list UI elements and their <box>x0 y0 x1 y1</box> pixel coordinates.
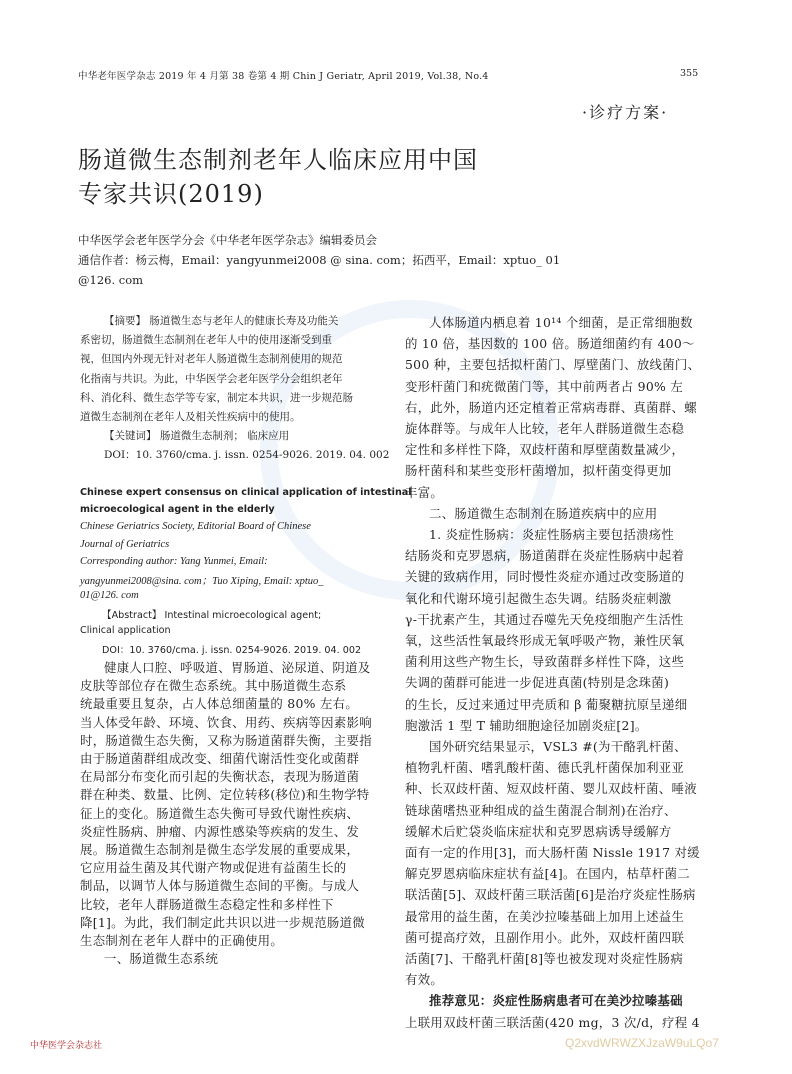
right-body-line: γ-干扰素产生，其通过吞噬先天免疫细胞产生活性 <box>405 611 684 627</box>
abstract-en-line: Clinical application <box>80 624 171 636</box>
abstract-en-line: yangyunmei2008@sina. com；Tuo Xiping, Email: xptuo_ <box>80 576 324 587</box>
left-body-line: 生态制剂在老年人群中的正确使用。 <box>80 933 284 948</box>
right-body-line: 的 10 倍，基因数的 100 倍。肠道细菌约有 400～ <box>405 336 695 352</box>
title-line-2: 专家共识(2019) <box>78 180 264 208</box>
publisher-logo: 中华医学会杂志社 <box>30 1041 103 1051</box>
abstract-cn-line: DOI：10. 3760/cma. j. issn. 0254-9026. 2019. 04. 002 <box>104 449 390 462</box>
left-body-line: 展。肠道微生态制剂是微生态学发展的重要成果， <box>80 842 360 857</box>
left-body-line: 健康人口腔、呼吸道、胃肠道、泌尿道、阴道及 <box>104 660 371 675</box>
left-body-line: 征上的变化。肠道微生态失衡可导致代谢性疾病、 <box>80 805 360 821</box>
right-body-line: 推荐意见：炎症性肠病患者可在美沙拉嗪基础 <box>429 993 683 1009</box>
section-label: ·诊疗方案· <box>582 103 669 122</box>
abstract-en-line: DOI：10. 3760/cma. j. issn. 0254-9026. 2019. 04. 002 <box>102 644 362 656</box>
left-body-line: 当人体受年龄、环境、饮食、用药、疾病等因素影响 <box>80 714 372 730</box>
right-body-line: 右，此外，肠道内还定植着正常病毒群、真菌群、螺 <box>405 399 697 415</box>
left-body-line: 统最重要且复杂，占人体总细菌量的 80% 左右。 <box>80 696 359 712</box>
right-body-line: 解克罗恩病临床症状有益[4]。在国内，枯草杆菌二 <box>405 866 690 882</box>
left-body-line: 一、肠道微生态系统 <box>104 951 219 967</box>
right-body-line: 旋体群等。与成年人比较，老年人群肠道微生态稳 <box>405 421 685 436</box>
left-body-line: 比较，老年人群肠道微生态稳定性和多样性下 <box>80 896 334 912</box>
abstract-en-line: Chinese expert consensus on clinical application of intestinal <box>80 487 412 498</box>
author-org: 中华医学会老年医学分会《中华老年医学杂志》编辑委员会 <box>78 233 377 247</box>
left-body-line: 降[1]。为此，我们制定此共识以进一步规范肠道微 <box>80 914 365 930</box>
right-body-line: 链球菌嗜热亚种组成的益生菌混合制剂)在治疗、 <box>405 802 677 818</box>
right-body-line: 菌可提高疗效，且副作用小。此外，双歧杆菌四联 <box>405 929 685 945</box>
abstract-en-line: Chinese Geriatrics Society, Editorial Board of Chinese <box>80 521 311 533</box>
left-body-line: 皮肤等部位存在微生态系统。其中肠道微生态系 <box>80 678 347 694</box>
left-body-line: 制品，以调节人体与肠道微生态间的平衡。与成人 <box>80 878 360 894</box>
right-body-line: 丰富。 <box>405 484 444 500</box>
left-body-line: 群在种类、数量、比例、定位转移(移位)和生物学特 <box>80 787 370 803</box>
title-line-1: 肠道微生态制剂老年人临床应用中国 <box>78 146 478 174</box>
right-body-line: 的生长，反过来通过甲壳质和 β 葡聚糖抗原呈递细 <box>405 696 688 712</box>
right-body-line: 1. 炎症性肠病：炎症性肠病主要包括溃疡性 <box>429 527 675 542</box>
right-body-line: 缓解术后贮袋炎临床症状和克罗恩病诱导缓解方 <box>405 823 672 839</box>
abstract-en-line: 【Abstract】 Intestinal microecological agent; <box>102 610 322 622</box>
abstract-cn-line: 【摘要】 肠道微生态与老年人的健康长寿及功能关 <box>104 315 339 327</box>
right-body-line: 国外研究结果显示，VSL3 #(为干酪乳杆菌、 <box>429 739 687 754</box>
right-body-line: 定性和多样性下降，双歧杆菌和厚壁菌数量减少， <box>405 442 685 458</box>
right-body-line: 胞激活 1 型 T 辅助细胞途径加剧炎症[2]。 <box>405 717 648 733</box>
right-body-line: 种、长双歧杆菌、短双歧杆菌、婴儿双歧杆菌、唾液 <box>405 781 697 797</box>
right-body-line: 植物乳杆菌、嗜乳酸杆菌、德氏乳杆菌保加利亚亚 <box>405 760 685 776</box>
right-body-line: 最常用的益生菌，在美沙拉嗪基础上加用上述益生 <box>405 908 685 924</box>
abstract-cn-line: 系密切，肠道微生态制剂在老年人中的使用逐渐受到重 <box>80 334 332 347</box>
author-block <box>78 230 618 290</box>
right-body-line: 结肠炎和克罗恩病，肠道菌群在炎症性肠病中起着 <box>405 548 685 564</box>
right-body-line: 活菌[7]、干酪乳杆菌[8]等也被发现对炎症性肠病 <box>405 951 684 966</box>
right-body-line: 失调的菌群可能进一步促进真菌(特别是念珠菌) <box>405 675 670 691</box>
left-body-line: 它应用益生菌及其代谢产物或促进有益菌生长的 <box>80 860 347 876</box>
right-body-line: 联活菌[5]、双歧杆菌三联活菌[6]是治疗炎症性肠病 <box>405 887 696 903</box>
right-body-line: 变形杆菌门和疣微菌门等，其中前两者占 90% 左 <box>405 378 684 394</box>
right-body-line: 氧，这些活性氧最终形成无氧呼吸产物，兼性厌氧 <box>405 633 685 648</box>
corresponding-author: 通信作者：杨云梅，Email：yangyunmei2008 @ sina. com；拓西平，Email：xptuo_ 01 <box>78 253 561 267</box>
abstract-en-line: Corresponding author: Yang Yunmei, Email: <box>80 555 268 567</box>
journal-header: 中华老年医学杂志 2019 年 4 月第 38 卷第 4 期 Chin J Geriatr, April 2019, Vol.38, No.4 <box>78 71 489 82</box>
abstract-cn-line: 科、消化科、微生态学等专家，制定本共识，进一步规范肠 <box>80 391 353 404</box>
left-body-line: 时，肠道微生态失衡，又称为肠道菌群失衡，主要指 <box>80 732 372 748</box>
corresponding-author-cont: @126. com <box>78 273 144 287</box>
left-body-line: 在局部分布变化而引起的失衡状态，表现为肠道菌 <box>80 769 360 785</box>
abstract-cn-line: 【关键词】 肠道微生态制剂； 临床应用 <box>104 430 290 443</box>
abstract-cn-line: 视，但国内外现无针对老年人肠道微生态制剂使用的规范 <box>80 353 343 366</box>
abstract-cn-line: 化指南与共识。为此，中华医学会老年医学分会组织老年 <box>80 372 343 385</box>
right-body-line: 关键的致病作用，同时慢性炎症亦通过改变肠道的 <box>405 569 685 585</box>
article-title <box>78 143 478 211</box>
abstract-en-line: 01@126. com <box>80 590 139 602</box>
watermark-code: Q2xvdWRWZXJzaW9uLQo7 <box>565 1036 719 1050</box>
right-body-line: 氧化和代谢环境引起微生态失调。结肠炎症刺激 <box>405 590 672 606</box>
abstract-en-line: microecological agent in the elderly <box>80 504 275 516</box>
right-body-line: 面有一定的作用[3]，而大肠杆菌 Nissle 1917 对缓 <box>405 845 700 860</box>
right-body-line: 500 种，主要包括拟杆菌门、厚壁菌门、放线菌门、 <box>405 357 701 373</box>
right-body-line: 菌利用这些产物生长，导致菌群多样性下降，这些 <box>405 654 685 670</box>
right-body-line: 二、肠道微生态制剂在肠道疾病中的应用 <box>429 505 658 521</box>
right-body-line: 人体肠道内栖息着 10¹⁴ 个细菌，是正常细胞数 <box>429 315 693 330</box>
abstract-en-line: Journal of Geriatrics <box>80 538 170 550</box>
left-body-line: 由于肠道菌群组成改变、细菌代谢活性变化或菌群 <box>80 751 360 766</box>
right-body-line: 有效。 <box>405 972 444 988</box>
left-body-line: 炎症性肠病、肿瘤、内源性感染等疾病的发生、发 <box>80 823 360 839</box>
right-body-line: 上联用双歧杆菌三联活菌(420 mg，3 次/d，疗程 4 <box>405 1014 700 1030</box>
right-body-line: 肠杆菌科和某些变形杆菌增加，拟杆菌变得更加 <box>405 463 672 479</box>
page-number: 355 <box>680 68 699 79</box>
abstract-cn-line: 道微生态制剂在老年人及相关性疾病中的使用。 <box>80 411 301 423</box>
